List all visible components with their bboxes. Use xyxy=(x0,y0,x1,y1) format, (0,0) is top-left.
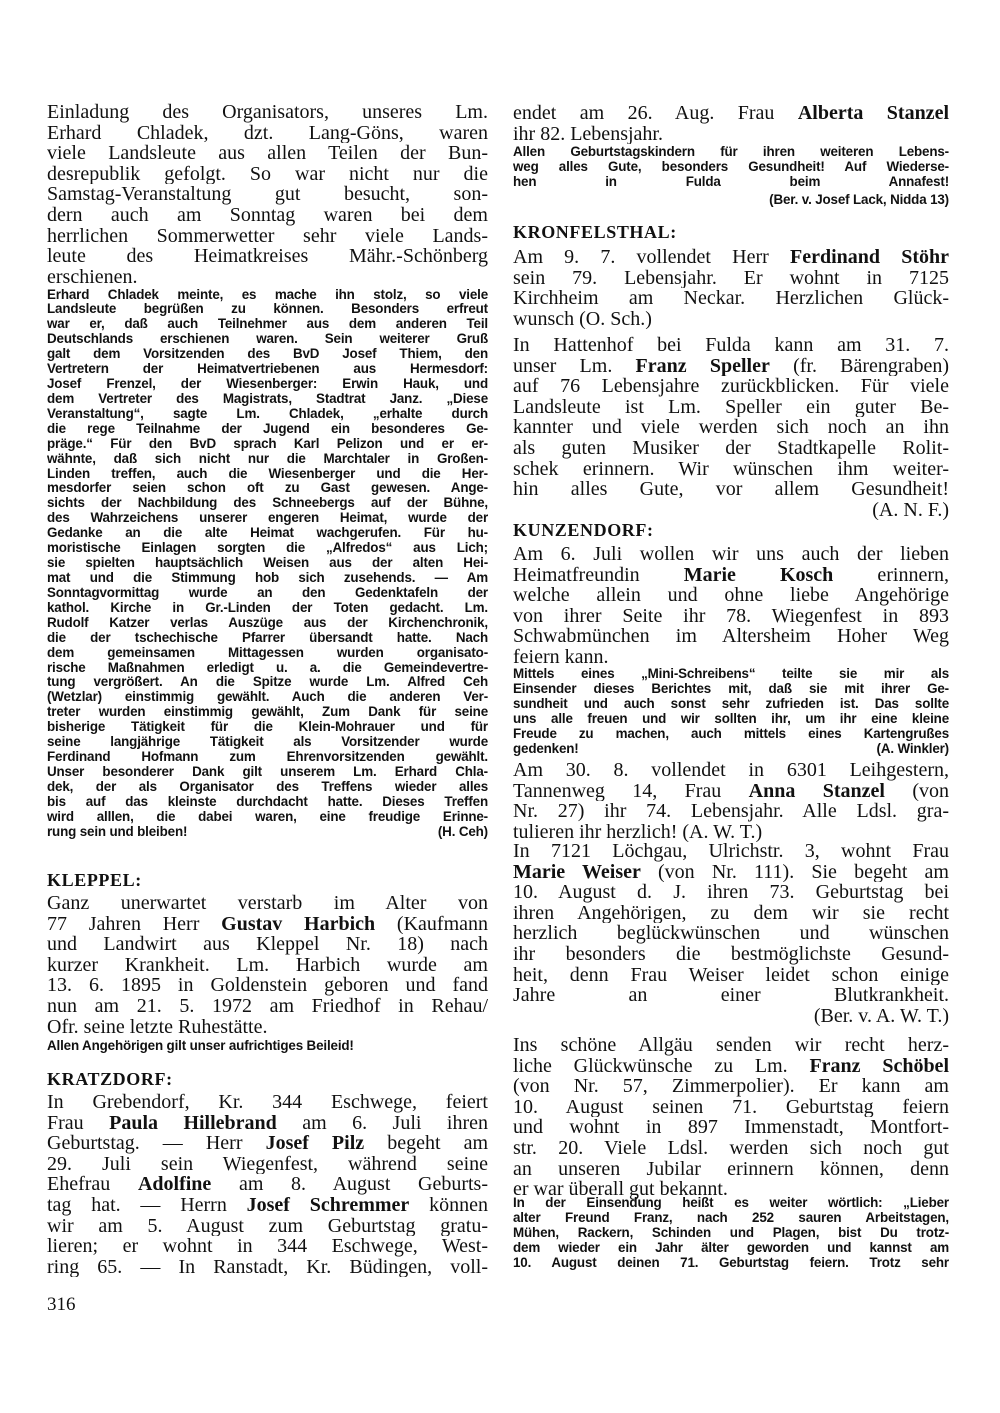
text-line: ihren Angehörigen, zu dem wir sie recht xyxy=(513,902,949,924)
text-line: sichts der Nachbildung des Schneebergs auf der Bühne, xyxy=(47,496,488,511)
author-signature: (Ber. v. Josef Lack, Nidda 13) xyxy=(769,192,949,207)
text-line: welche allein und ohne liebe Angehörige xyxy=(513,585,949,606)
text-line: heit, denn Frau Weiser leidet schon einige xyxy=(513,964,949,986)
text-line: und Landwirt aus Kleppel Nr. 18) nach xyxy=(47,934,488,955)
text-line: endet am 26. Aug. Frau Alberta Stanzel xyxy=(513,103,949,124)
text-line: Erhard Chladek meinte, es mache ihn stolz, so viele xyxy=(47,287,488,302)
paragraph xyxy=(513,544,949,668)
text-line: Am 6. Juli wollen wir uns auch der lieben xyxy=(513,544,949,565)
text-line: herrlichen Sommerwetter sehr viele Lands- xyxy=(47,225,488,247)
text-line: liche Glückwünsche zu Lm. Franz Schöbel xyxy=(513,1055,949,1077)
text-line: Am 30. 8. vollendet in 6301 Leihgestern, xyxy=(513,760,949,781)
bold-name: Marie Weiser xyxy=(513,861,641,883)
text-line: Geburtstag. — Herr Josef Pilz begeht am xyxy=(47,1133,488,1154)
bold-name: Franz Speller xyxy=(635,355,770,377)
text-line: tulieren ihr herzlich! (A. W. T.) xyxy=(513,821,763,843)
text-line: (von Nr. 57, Zimmerpolier). Er kann am xyxy=(513,1076,949,1097)
text-line: treter wurden einstimmig gewählt, Zum Dank für seine xyxy=(47,705,488,720)
section-heading xyxy=(47,1069,488,1089)
text-line: uns alle freuen und wir sollten ihr, um ihr eine kleine xyxy=(513,710,949,726)
line-text: rung sein und bleiben! xyxy=(47,824,188,839)
text-line: Veranstaltung“, sagte Lm. Chladek, „erhalte durch xyxy=(47,406,488,421)
small-print-paragraph xyxy=(513,1195,949,1270)
author-signature: (H. Ceh) xyxy=(437,824,488,839)
text-line: Am 9. 7. vollendet Herr Ferdinand Stöhr xyxy=(513,247,949,268)
text-line: 10. August deinen 71. Geburtstag feiern. Trotz sehr xyxy=(513,1254,949,1270)
text-line: kurzer Krankheit. Lm. Harbich wurde am xyxy=(47,954,488,976)
text-line: Einladung des Organisators, unseres Lm. xyxy=(47,102,488,123)
text-line: moristische Einlagen sorgten die „Alfredos“ aus Lich; xyxy=(47,541,488,556)
text-line: KUNZENDORF: xyxy=(513,520,654,540)
small-print-paragraph xyxy=(47,288,488,840)
text-line: sie spielten hauptsächlich Weisen aus der alten Hei- xyxy=(47,556,488,571)
text-line: er war überall gut bekannt. xyxy=(513,1179,728,1200)
text-line: Landsleute ist Lm. Speller ein guter Be- xyxy=(513,396,949,418)
text-line: Mittels eines „Mini-Schreibens“ teilte sie mir als xyxy=(513,665,949,681)
bold-name: Adolfine xyxy=(137,1174,212,1195)
text-line: Marie Weiser (von Nr. 111). Sie begeht am xyxy=(513,861,949,883)
text-line: 29. Juli sein Wiegenfest, während seine xyxy=(47,1153,488,1175)
text-line: Ferdinand Hofmann zum Ehrenvorsitzenden gewählt. xyxy=(47,750,488,765)
text-line: dem gemeinsamen Mittagessen wurden organisato- xyxy=(47,645,488,660)
text-line: schek erinnern. Wir wünschen ihm weiter- xyxy=(513,458,949,480)
paragraph xyxy=(513,247,949,329)
bold-name: Gustav Harbich xyxy=(221,913,376,935)
text-line: 77 Jahren Herr Gustav Harbich (Kaufmann xyxy=(47,913,488,935)
section-heading xyxy=(513,222,949,242)
bold-name: Franz Schöbel xyxy=(809,1055,949,1077)
text-line: Samstag-Veranstaltung gut besucht, son- xyxy=(47,184,488,205)
paragraph xyxy=(47,893,488,1037)
text-line: Schwabmünchen im Altersheim Hoher Weg xyxy=(513,626,949,647)
text-line xyxy=(47,825,488,840)
text-line: Tannenweg 14, Frau Anna Stanzel (von xyxy=(513,780,949,802)
author-signature: (A. N. F.) xyxy=(872,499,949,521)
text-line: ihr besonders die bestmöglichste Gesund- xyxy=(513,943,949,965)
text-line: Ehefrau Adolfine am 8. August Geburts- xyxy=(47,1174,488,1195)
text-line: Landsleute begrüßen zu können. Besonders erfreut xyxy=(47,302,488,317)
text-line: Nr. 27) ihr 74. Lebensjahr. Alle Ldsl. gra- xyxy=(513,801,949,822)
bold-name: Anna Stanzel xyxy=(748,780,885,802)
text-line: dek, der als Organisator des Treffens wieder alles xyxy=(47,779,488,794)
text-line: In Grebendorf, Kr. 344 Eschwege, feiert xyxy=(47,1092,488,1113)
text-line: sein 79. Lebensjahr. Er wohnt in 7125 xyxy=(513,267,949,289)
text-line: Ganz unerwartet verstarb im Alter von xyxy=(47,893,488,914)
text-line: viele Landsleute aus allen Teilen der Bun- xyxy=(47,143,488,164)
text-line: Erhard Chladek, dzt. Lang-Göns, waren xyxy=(47,122,488,144)
text-line: bis auf das kleinste durchdacht hatte. Dieses Treffen xyxy=(47,794,488,809)
left-column xyxy=(47,0,488,1413)
text-line: wir am 5. August zum Geburtstag gratu- xyxy=(47,1215,488,1237)
text-line: Linden treffen, auch die Wiesenberger und die Her- xyxy=(47,466,488,481)
text-line: (Wetzlar) einstimmig gewählt. Auch die anderen Ver- xyxy=(47,690,488,705)
text-line: lieren; er wohnt in 344 Eschwege, West- xyxy=(47,1236,488,1257)
text-line: seine langjährige Tätigkeit als Vorsitzender wurde xyxy=(47,735,488,750)
text-line: und wohnt in 897 Immenstadt, Montfort- xyxy=(513,1117,949,1138)
text-line: hen in Fulda beim Annafest! xyxy=(513,174,949,189)
text-line: weg alles Gute, besonders Gesundheit! Auf Wiederse- xyxy=(513,159,949,174)
text-line: galt dem Vorsitzenden des BvD Josef Thiem, den xyxy=(47,347,488,362)
text-line: Unser besonderer Dank gilt unserem Lm. Erhard Chla- xyxy=(47,765,488,779)
paragraph xyxy=(513,1035,949,1200)
text-line: Deutschlands erschienen waren. Sein weiterer Gruß xyxy=(47,332,488,347)
text-line: kannter und viele werden sich noch an ihn xyxy=(513,417,949,438)
text-line: Mühen, Rackern, Schinden und Plagen, bist Du trotz- xyxy=(513,1224,949,1240)
text-line: dern auch am Sonntag waren bei dem xyxy=(47,204,488,226)
text-line: desrepublik gefolgt. So war nicht nur die xyxy=(47,163,488,185)
text-line: Freude zu machen, auch mittels eines Kartengrußes xyxy=(513,725,949,741)
section-heading xyxy=(513,520,949,540)
text-line: wunsch (O. Sch.) xyxy=(513,308,652,330)
text-line: Kirchheim am Neckar. Herzlichen Glück- xyxy=(513,288,949,309)
text-line: Ins schöne Allgäu senden wir recht herz- xyxy=(513,1035,949,1056)
text-line: ihr 82. Lebensjahr. xyxy=(513,123,663,145)
text-line: Josef Frenzel, der Wiesenberger: Erwin Hauk, und xyxy=(47,377,488,392)
line-text: gedenken! xyxy=(513,740,579,756)
text-line: des Wahrzeichens unserer engeren Heimat, wurde der xyxy=(47,511,488,526)
text-line: als guten Musiker der Stadtkapelle Rolit- xyxy=(513,437,949,459)
text-line: str. 20. Viele Ldsl. werden sich noch gut xyxy=(513,1137,949,1159)
text-line: KLEPPEL: xyxy=(47,870,142,890)
text-line: nun am 21. 5. 1972 am Friedhof in Rehau/ xyxy=(47,995,488,1017)
text-line: ring 65. — In Ranstadt, Kr. Büdingen, voll- xyxy=(47,1256,488,1278)
text-line: In Hattenhof bei Fulda kann am 31. 7. xyxy=(513,335,949,356)
text-line: alter Freund Franz, nach 252 sauren Arbeitstagen, xyxy=(513,1209,949,1225)
section-heading xyxy=(47,870,488,890)
paragraph xyxy=(47,1092,488,1277)
text-line: wähnte, daß sich nicht nur die Marchtaler in Großen- xyxy=(47,451,488,466)
page-number: 316 xyxy=(47,1294,76,1315)
text-line: auf 76 Lebensjahre zurückblicken. Für viele xyxy=(513,376,949,397)
text-line: In 7121 Löchgau, Ulrichstr. 3, wohnt Frau xyxy=(513,841,949,862)
paragraph xyxy=(513,103,949,144)
text-line: feiern kann. xyxy=(513,646,609,668)
bold-name: Josef Pilz xyxy=(265,1133,365,1154)
bold-name: Paula Hillebrand xyxy=(109,1112,277,1134)
text-line: mesdorfer seien schon oft zu Gast gewesen. Ange- xyxy=(47,481,488,496)
text-line: 10. August seinen 71. Geburtstag feiern xyxy=(513,1096,949,1118)
text-line: die der tschechische Pfarrer übersandt hatte. Nach xyxy=(47,630,488,645)
text-line: erschienen. xyxy=(47,266,138,288)
text-line: dem wieder ein Jahr älter geworden und kannst am xyxy=(513,1239,949,1255)
text-line: Gedanke an die alte Heimat wachgerufen. Für hu- xyxy=(47,526,488,541)
text-line: von ihrer Seite ihr 78. Wiegenfest in 893 xyxy=(513,605,949,627)
text-line: sundheit und auch sonst sehr zufrieden ist. Das sollte xyxy=(513,695,949,711)
text-line: unser Lm. Franz Speller (fr. Bärengraben) xyxy=(513,355,949,377)
text-line: Frau Paula Hillebrand am 6. Juli ihren xyxy=(47,1112,488,1134)
small-print-paragraph xyxy=(513,666,949,756)
text-line: Sonntagvormittag wurde an den Gedenktafeln der xyxy=(47,585,488,600)
text-line: dem Vertreter des Magistrats, Stadtrat Janz. „Diese xyxy=(47,391,488,406)
bold-name: Alberta Stanzel xyxy=(797,103,949,124)
text-line: an unseren Jubilar erinnern können, denn xyxy=(513,1158,949,1180)
paragraph xyxy=(513,841,949,1026)
text-line: Vertretern der Heimatvertriebenen aus Hermesdorf: xyxy=(47,362,488,377)
text-line: Heimatfreundin Marie Kosch erinnern, xyxy=(513,564,949,586)
text-line: tag hat. — Herrn Josef Schremmer können xyxy=(47,1194,488,1216)
author-signature: (Ber. v. A. W. T.) xyxy=(813,1005,949,1027)
text-line: In der Einsendung heißt es weiter wörtlich: „Lieber xyxy=(513,1194,949,1210)
text-line: wird alllen, die dabei waren, eine freudige Erinne- xyxy=(47,809,488,824)
text-line: Rudolf Katzer verlas Auszüge aus der Kirchenchronik, xyxy=(47,615,488,630)
text-line: 10. August d. J. ihren 73. Geburtstag bei xyxy=(513,882,949,903)
text-line: KRATZDORF: xyxy=(47,1069,173,1089)
right-column xyxy=(513,0,949,1413)
text-line: KRONFELSTHAL: xyxy=(513,222,677,242)
text-line: Allen Geburtstagskindern für ihren weiteren Lebens- xyxy=(513,145,949,159)
paragraph xyxy=(513,760,949,842)
text-line: kathol. Kirche in Gr.-Linden der Toten gedacht. Lm. xyxy=(47,600,488,615)
bold-name: Ferdinand Stöhr xyxy=(790,247,949,268)
text-line xyxy=(513,741,949,756)
text-line: war er, daß auch Teilnehmer aus dem anderen Teil xyxy=(47,317,488,332)
text-line: Allen Angehörigen gilt unser aufrichtiges Beileid! xyxy=(47,1038,354,1053)
text-line: Jahre an einer Blutkrankheit. xyxy=(513,985,949,1006)
text-line: 13. 6. 1895 in Goldenstein geboren und fand xyxy=(47,975,488,996)
text-line: leute des Heimatkreises Mähr.-Schönberg xyxy=(47,246,488,267)
bold-name: Josef Schremmer xyxy=(246,1194,410,1216)
bold-name: Marie Kosch xyxy=(683,564,834,586)
paragraph xyxy=(513,335,949,520)
paragraph xyxy=(47,102,488,287)
text-line: Ofr. seine letzte Ruhestätte. xyxy=(47,1016,268,1038)
text-line: rische Maßnahmen erledigt u. a. die Gemeindevertre- xyxy=(47,660,488,675)
text-line: präge.“ Für den BvD sprach Karl Pelizon und er er- xyxy=(47,436,488,451)
author-signature: (A. Winkler) xyxy=(876,740,949,756)
text-line: Einsender dieses Berichtes mit, daß sie mit ihrer Ge- xyxy=(513,680,949,696)
small-print-paragraph xyxy=(513,145,949,208)
text-line: die rege Teilnahme der Jugend ein besonderes Ge- xyxy=(47,421,488,436)
text-line: hin alles Gute, vor allem Gesundheit! xyxy=(513,479,949,500)
text-line: mat und die Stimmung hob sich zusehends. — Am xyxy=(47,571,488,586)
text-line: bisherige Tätigkeit für die Klein-Mohrauer und für xyxy=(47,720,488,735)
text-line: tung vergrößert. An die Spitze wurde Lm. Alfred Ceh xyxy=(47,675,488,690)
text-line: herzlich beglückwünschen und wünschen xyxy=(513,923,949,944)
small-print-paragraph xyxy=(47,1039,488,1054)
